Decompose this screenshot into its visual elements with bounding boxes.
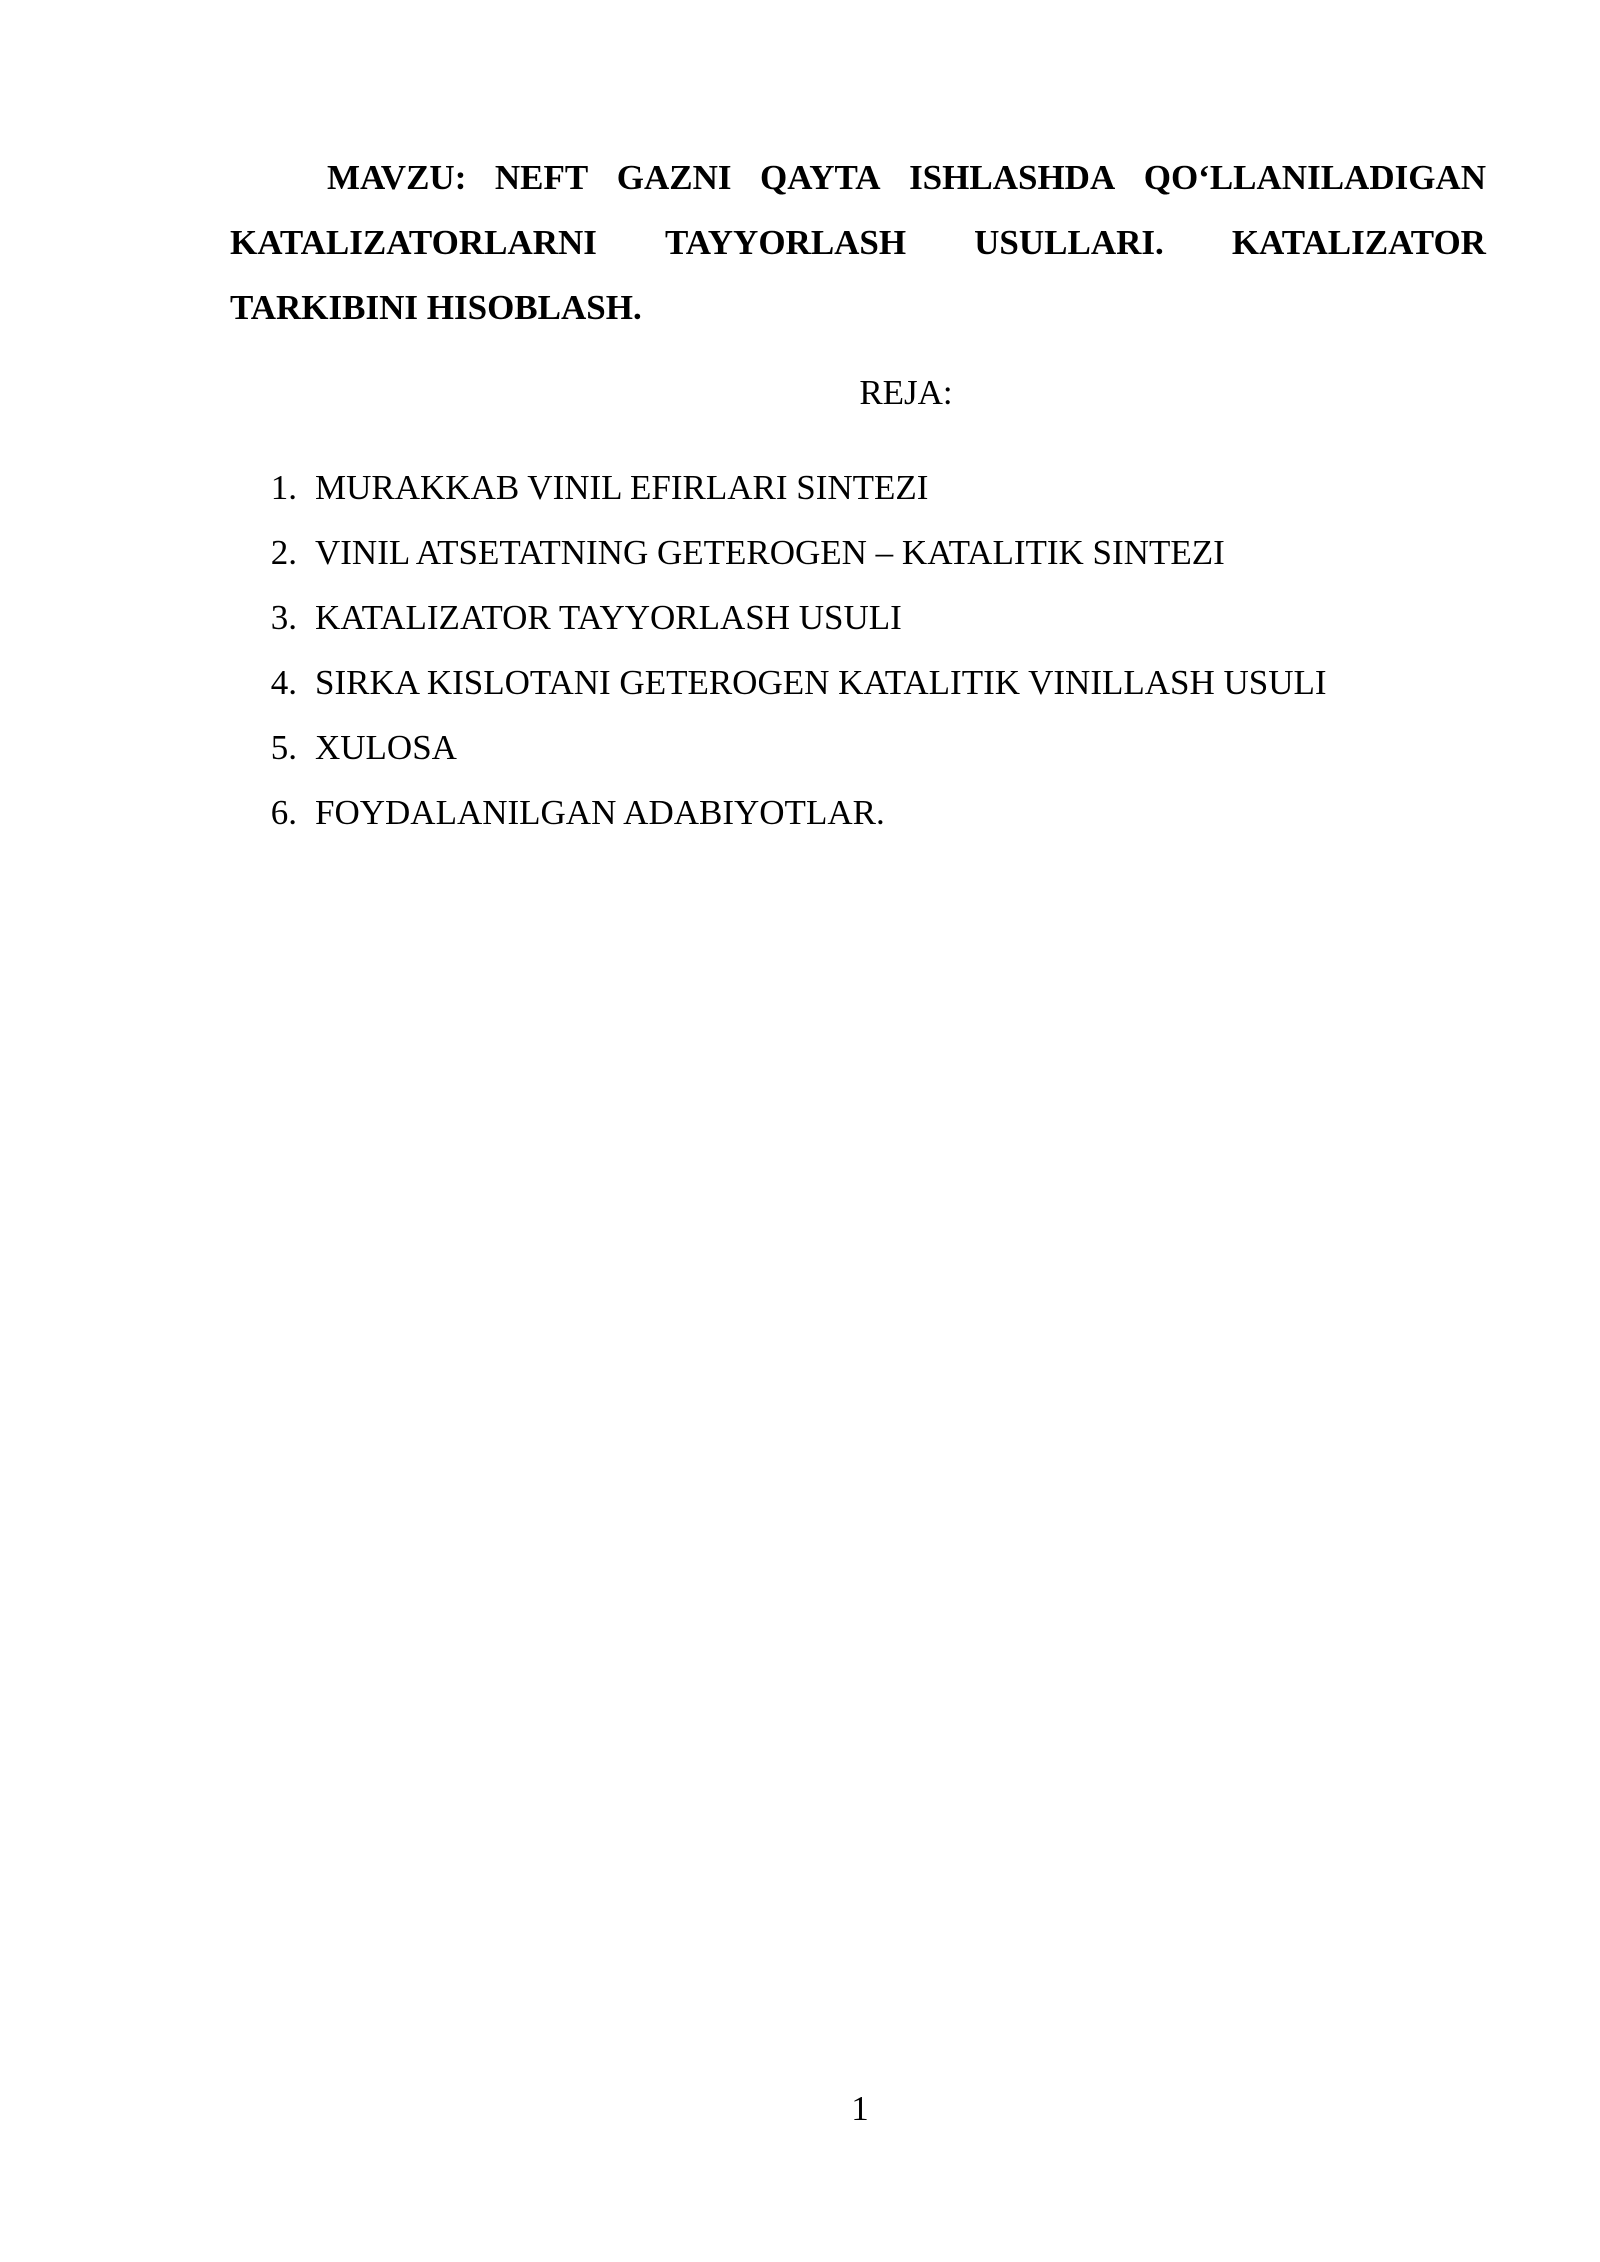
title-word: QAYTA <box>759 158 881 197</box>
title-word: NEFT <box>494 158 589 197</box>
list-item-number: 6. <box>270 793 297 832</box>
list-item-number: 4. <box>270 663 297 702</box>
list-item-text: KATALIZATOR TAYYORLASH USULI <box>315 598 902 637</box>
title-word: MAVZU: <box>327 158 467 197</box>
document-title <box>230 145 1486 340</box>
list-item <box>230 455 1327 520</box>
list-item-text: SIRKA KISLOTANI GETEROGEN KATALITIK VINILLASH USULI <box>315 663 1327 702</box>
list-item-number: 5. <box>270 728 297 767</box>
list-item-text: VINIL ATSETATNING GETEROGEN – KATALITIK SINTEZI <box>315 533 1225 572</box>
list-item <box>230 585 1327 650</box>
title-word: TAYYORLASH <box>664 223 907 262</box>
list-item-text: XULOSA <box>315 728 457 767</box>
title-line-2 <box>230 210 1486 275</box>
title-word: QO‘LLANILADIGAN <box>1143 158 1486 197</box>
title-word: KATALIZATOR <box>1231 223 1486 262</box>
list-item-number: 2. <box>270 533 297 572</box>
title-word: KATALIZATORLARNI <box>230 223 597 262</box>
list-item <box>230 715 1327 780</box>
title-line-1 <box>230 145 1486 210</box>
plan-list <box>230 455 1327 845</box>
title-line-3: TARKIBINI HISOBLASH. <box>230 288 642 327</box>
title-word: ISHLASHDA <box>909 158 1116 197</box>
list-item-number: 1. <box>270 468 297 507</box>
list-item-number: 3. <box>270 598 297 637</box>
title-word: USULLARI. <box>974 223 1164 262</box>
plan-heading: REJA: <box>859 373 953 412</box>
list-item-text: FOYDALANILGAN ADABIYOTLAR. <box>315 793 885 832</box>
list-item <box>230 520 1327 585</box>
page-number: 1 <box>851 2089 869 2128</box>
list-item-text: MURAKKAB VINIL EFIRLARI SINTEZI <box>315 468 929 507</box>
list-item <box>230 650 1327 715</box>
list-item <box>230 780 1327 845</box>
title-word: GAZNI <box>616 158 732 197</box>
